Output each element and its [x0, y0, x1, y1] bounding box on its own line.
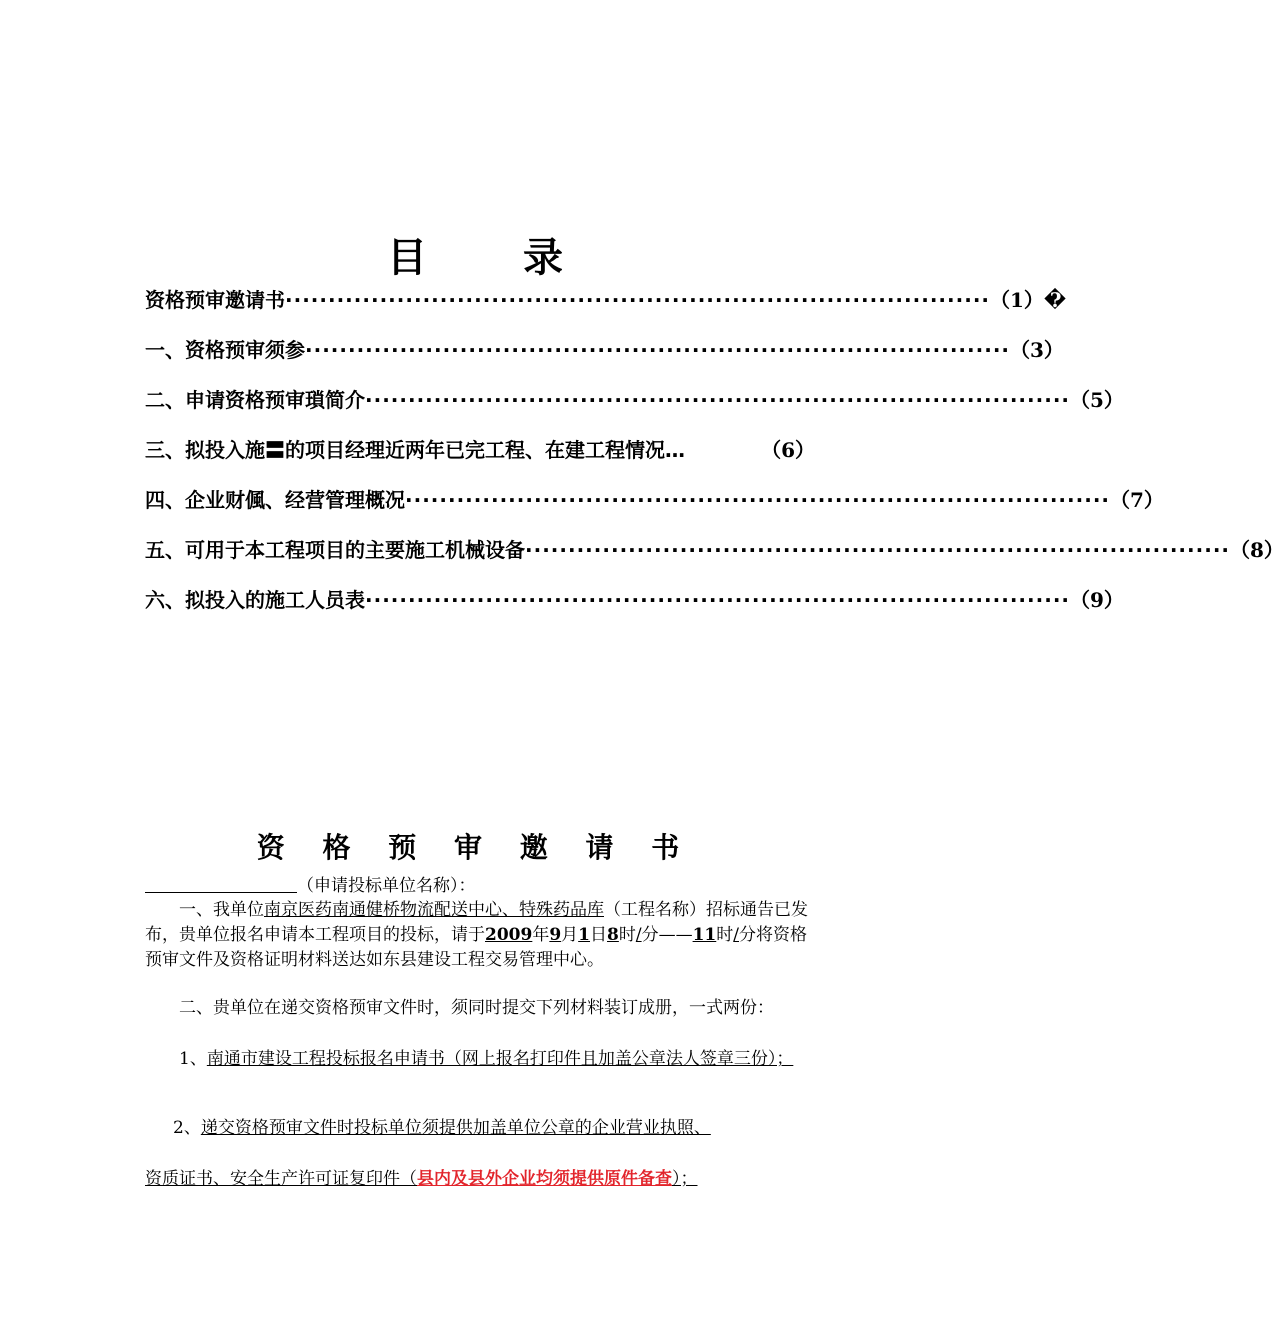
p1-text-c: 分—— [641, 925, 693, 945]
day-unit: 日 [590, 925, 608, 945]
item-2-line-1: 递交资格预审文件时投标单位须提供加盖单位公章的企业营业执照、 [200, 1118, 711, 1138]
toc-entry-label: 资格预审邀请书 [145, 288, 285, 312]
toc-entry[interactable] [145, 334, 1064, 384]
toc-entry-page: （9） [1070, 588, 1124, 612]
hour-unit-1: 时 [618, 925, 636, 945]
toc-entry[interactable] [145, 584, 1124, 634]
date-year: 2009 [485, 925, 533, 945]
project-name: 南京医药南通健桥物流配送中心、特殊药品库 [264, 900, 604, 920]
item-2-line-2-a: 资质证书、安全生产许可证复印件（ [145, 1169, 417, 1189]
paragraph-2: 二、贵单位在递交资格预审文件时，须同时提交下列材料装订成册，一式两份： [179, 998, 774, 1018]
toc-title [0, 226, 950, 283]
toc-title-char-2: 录 [523, 234, 563, 281]
toc-leader-dots: ·················································································· [525, 538, 1231, 562]
original-required-note: 县内及县外企业均须提供原件备查 [417, 1169, 672, 1189]
toc-entry[interactable] [145, 434, 815, 484]
toc-title-char-1: 目 [387, 234, 427, 281]
start-minute: / [635, 925, 642, 945]
item-1-text: 南通市建设工程投标报名申请书（网上报名打印件且加盖公章法人签章三份）； [206, 1049, 794, 1069]
item-2-line-2-b: ）； [672, 1169, 698, 1189]
toc-entry-page: （3） [1010, 338, 1064, 362]
toc-entry-page: （5） [1070, 388, 1124, 412]
toc-leader-dots: ·················································································· [405, 488, 1111, 512]
paragraph-4-line-2 [145, 1167, 815, 1192]
end-minute: / [733, 925, 739, 945]
year-unit: 年 [532, 925, 550, 945]
p1-text-b: （工程名称）招标通告已发布，贵单位报名申请本工程项目的投标，请于 [145, 900, 808, 945]
toc-leader-dots: ·················································································· [365, 588, 1071, 612]
toc-entry-label: 四、企业财偑、经营管理概况 [145, 488, 405, 512]
date-month: 9 [549, 925, 562, 945]
addressee-line [145, 874, 815, 899]
toc-entry[interactable] [145, 384, 1124, 434]
paragraph-3 [145, 1047, 815, 1072]
toc-entry-page: （8） [1230, 538, 1284, 562]
toc-entry[interactable] [145, 534, 1284, 584]
paragraph-1 [145, 898, 815, 973]
toc-entry-page: （1）� [990, 288, 1067, 312]
toc-entry-page: （7） [1110, 488, 1164, 512]
toc-entry-label: 五、可用于本工程项目的主要施工机械设备 [145, 538, 525, 562]
item-2-number: 2、 [173, 1118, 201, 1138]
date-day: 1 [578, 925, 591, 945]
toc-leader-dots: ·················································································· [285, 288, 991, 312]
toc-leader-dots: ·················································································· [305, 338, 1011, 362]
p1-text-d: 分将资格预审文件及资格证明材料送达如东县建设工程交易管理中心。 [145, 925, 807, 970]
addressee-suffix: （申请投标单位名称）： [297, 876, 476, 896]
start-hour: 8 [607, 925, 619, 945]
hour-unit-2: 时 [716, 925, 734, 945]
item-1-number: 1、 [179, 1049, 207, 1069]
toc-leader-dots: ·················································································· [365, 388, 1071, 412]
table-of-contents [145, 284, 1284, 634]
paragraph-4-line-1 [145, 1116, 815, 1141]
toc-entry-page: （6） [761, 438, 815, 462]
toc-entry-label: 二、申请资格预审瑣简介 [145, 388, 365, 412]
month-unit: 月 [561, 925, 579, 945]
toc-entry-label: 一、资格预审须参 [145, 338, 305, 362]
toc-entry-label: 六、拟投入的施工人员表 [145, 588, 365, 612]
toc-entry[interactable] [145, 284, 1067, 334]
invitation-title: 资 格 预 审 邀 请 书 [256, 831, 694, 864]
p1-text-a: 一、我单位 [179, 900, 264, 920]
applicant-name-blank[interactable] [145, 874, 297, 893]
toc-entry-label: 三、拟投入施〓的项目经理近两年已完工程、在建工程情况… [145, 438, 685, 462]
end-hour: 11 [692, 925, 717, 945]
toc-entry[interactable] [145, 484, 1164, 534]
